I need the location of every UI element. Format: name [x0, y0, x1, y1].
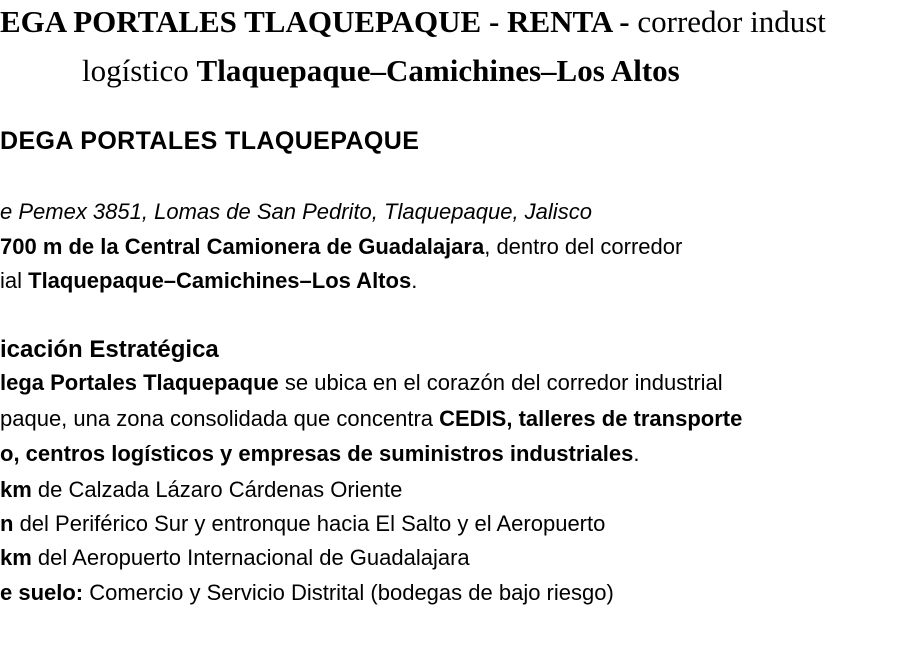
list-item — [0, 547, 470, 569]
title-corridor-text: corredor indust — [629, 4, 826, 39]
distance-text: , dentro del corredor — [484, 234, 683, 259]
location-text-2: paque, una zona consolidada que concentra — [0, 406, 440, 431]
corridor-line — [0, 270, 417, 292]
title-corridor-name: Tlaquepaque–Camichines–Los Altos — [196, 53, 680, 88]
title-rent-label: - RENTA - — [481, 4, 630, 39]
list-item-text: del Periférico Sur y entronque hacia El Salto y el Aeropuerto — [13, 511, 606, 536]
corridor-name: Tlaquepaque–Camichines–Los Altos — [28, 268, 412, 293]
distance-highlight: 700 m de la Central Camionera de Guadalajara — [0, 234, 485, 259]
title-logistic-text: logístico — [82, 53, 197, 88]
location-period: . — [633, 441, 640, 466]
list-item — [0, 479, 402, 501]
list-item-text: de Calzada Lázaro Cárdenas Oriente — [31, 477, 403, 502]
document-title-line-1 — [0, 6, 826, 37]
list-item — [0, 582, 614, 604]
list-item-key: n — [0, 511, 14, 536]
document-title-line-2 — [82, 55, 680, 86]
location-line-2 — [0, 408, 742, 430]
corridor-period: . — [411, 268, 418, 293]
location-heading: icación Estratégica — [0, 336, 219, 363]
corridor-prefix: ial — [0, 268, 29, 293]
list-item-key: e suelo: — [0, 580, 84, 605]
list-item-text: Comercio y Servicio Distrital (bodegas de bajo riesgo) — [83, 580, 614, 605]
location-highlight-2: CEDIS, talleres de transporte — [439, 406, 743, 431]
location-property-name: lega Portales Tlaquepaque — [0, 370, 279, 395]
location-highlight-3: o, centros logísticos y empresas de suministros industriales — [0, 441, 634, 466]
location-line-1 — [0, 372, 723, 394]
list-item-key: km — [0, 477, 32, 502]
distance-line — [0, 236, 682, 258]
location-text-1: se ubica en el corazón del corredor industrial — [278, 370, 723, 395]
list-item — [0, 513, 605, 535]
address-line: e Pemex 3851, Lomas de San Pedrito, Tlaquepaque, Jalisco — [0, 199, 592, 224]
title-property-name: EGA PORTALES TLAQUEPAQUE — [0, 4, 482, 39]
list-item-text: del Aeropuerto Internacional de Guadalajara — [31, 545, 470, 570]
section-heading: DEGA PORTALES TLAQUEPAQUE — [0, 127, 420, 155]
list-item-key: km — [0, 545, 32, 570]
location-line-3 — [0, 443, 639, 465]
